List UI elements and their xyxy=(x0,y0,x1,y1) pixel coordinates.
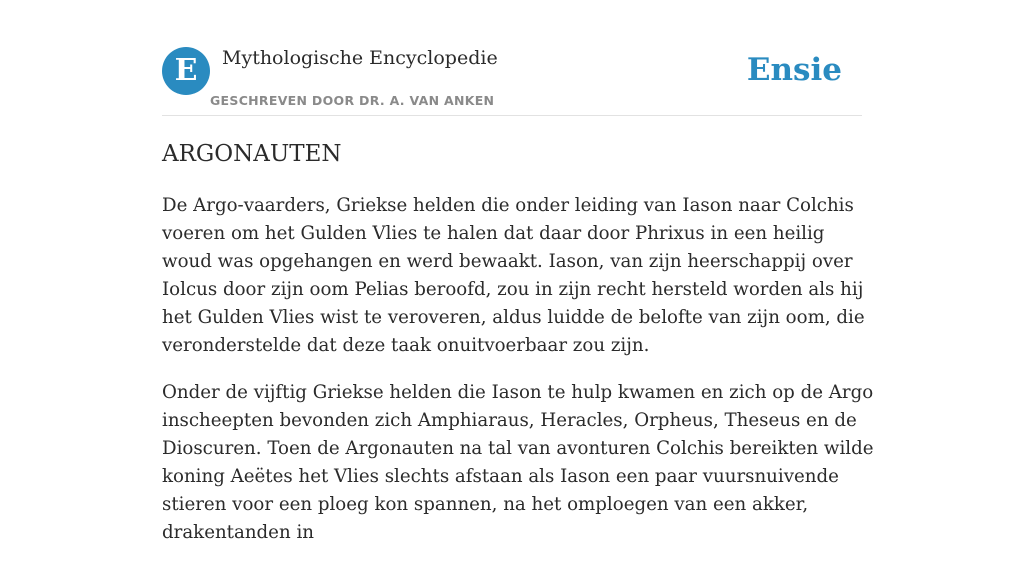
author-byline: GESCHREVEN DOOR DR. A. VAN ANKEN xyxy=(210,93,495,108)
article-body xyxy=(162,192,874,566)
header-divider xyxy=(162,115,862,116)
article-paragraph: Onder de vijftig Griekse helden die Iason te hulp kwamen en zich op de Argo inscheepten bevonden zich Amphiaraus, Heracles, Orpheus, Theseus en de Dioscuren. Toen de Argonauten na tal van avonturen Colchis bereikten wilde koning Aeëtes het Vlies slechts afstaan als Iason een paar vuursnuivende stieren voor een ploeg kon spannen, na het omploegen van een akker, drakentanden in xyxy=(162,382,874,543)
ensie-brand-logo[interactable]: Ensie xyxy=(746,52,842,88)
article-paragraph: De Argo-vaarders, Griekse helden die onder leiding van Iason naar Colchis voeren om het Gulden Vlies te halen dat daar door Phrixus in een heilig woud was opgehangen en werd bewaakt. Iason, van zijn heerschappij over Iolcus door zijn oom Pelias beroofd, zou in zijn recht hersteld worden als hij het Gulden Vlies wist te veroveren, aldus luidde de belofte van zijn oom, die veronderstelde dat deze taak onuitvoerbaar zou zijn. xyxy=(162,195,865,356)
site-header xyxy=(162,46,862,116)
article-title: ARGONAUTEN xyxy=(162,141,342,167)
ensie-logo-badge[interactable]: E xyxy=(162,47,210,95)
encyclopedia-title-link[interactable]: Mythologische Encyclopedie xyxy=(222,47,498,69)
